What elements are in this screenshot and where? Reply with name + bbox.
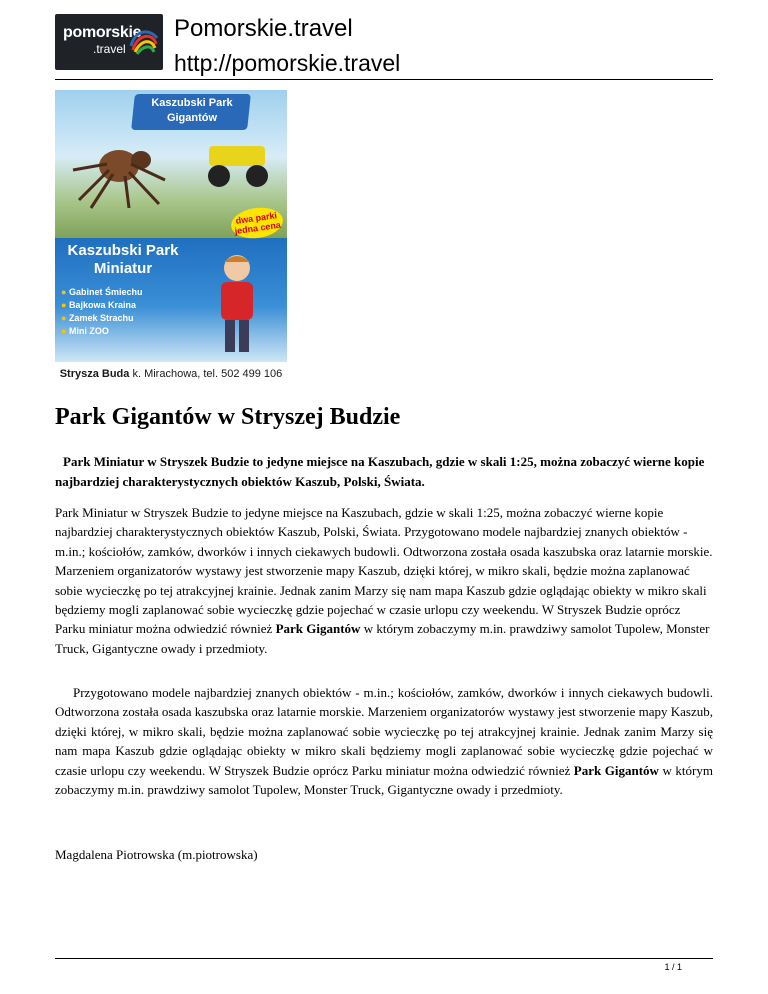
giant-insect-illustration [69,120,169,210]
poster-list-item: ● Zamek Strachu [61,312,142,325]
child-illustration [207,250,267,358]
page-header [55,12,713,80]
paragraph-text: Przygotowano modele najbardziej znanych obiektów - m.in.; kościołów, zamków, dworków i innych ciekawych budowli. Odtworzona została osada kaszubska oraz latarnie morskie. Marzeniem organizatorów wystawy jest stworzenie mapy Kaszub, dzięki której, w mikro skali, będzie można zaplanować sobie wycieczkę po tej atrakcyjnej krainie. Jednak zanim Marzy się nam mapa Kaszub gdzie oglądając obiekty w mikro skali będziemy mogli zaplanować sobie wycieczkę gdzie pojechać w czasie urlopu czy weekendu. W Stryszek Budzie oprócz Parku miniatur można odwiedzić również [55,685,713,778]
paragraph-text: Park Miniatur w Stryszek Budzie to jedyne miejsce na Kaszubach, gdzie w skali 1:25, można zobaczyć wierne kopie najbardziej charakterystycznych obiektów Kaszub, Polski, Świata. Przygotowano modele najbardziej znanych obiektów - m.in.; kościołów, zamków, dworków i innych ciekawych budowli. Odtworzona została osada kaszubska oraz latarnie morskie. Marzeniem organizatorów wystawy jest stworzenie mapy Kaszub, dzięki której, w mikro skali, będzie można zaplanować sobie wycieczkę po tej atrakcyjnej krainie. Jednak zanim Marzy się nam mapa Kaszub gdzie oglądając obiekty w mikro skali będziemy mogli zaplanować sobie wycieczkę gdzie pojechać w czasie urlopu czy weekendu. W Stryszek Budzie oprócz Parku miniatur można odwiedzić również [55,505,713,637]
logo-text-sub: .travel [93,42,126,56]
page-number: 1 / 1 [664,962,682,972]
poster-footer-contact: k. Mirachowa, tel. 502 499 106 [129,368,283,380]
pomorskie-travel-logo[interactable] [55,14,163,70]
logo-text-main: pomorskie [63,24,142,41]
poster-footer-location: Stryszа Buda [59,368,130,380]
article-author: Magdalena Piotrowska (m.piotrowska) [55,847,258,862]
park-gigantow-highlight: Park Gigantów [275,621,361,637]
poster-top-title: Kaszubski Park Gigantów [151,97,233,124]
monster-truck-illustration [199,138,279,188]
swirl-icon [129,30,159,56]
header-divider [55,79,713,80]
site-title: Pomorskie.travel [174,15,353,42]
poster-list-item: ● Mini ZOO [61,325,142,338]
article-lead: Park Miniatur w Stryszek Budzie to jedyne miejsce na Kaszubach, gdzie w skali 1:25, można zobaczyć wierne kopie najbardziej charakterystycznych obiektów Kaszub, Polski, Świata. [55,454,705,489]
poster-promo-badge: dwa parki jedna cena [229,205,285,242]
paragraph-text: w którym zobaczymy m.in. prawdziwy samolot Tupolew, Monster Truck, Gigantyczne owady i przedmioty. [55,621,710,656]
article-body-paragraph-1 [55,503,713,658]
article-body-paragraph-2 [55,683,713,799]
poster-list-item: ● Bajkowa Kraina [61,299,142,312]
poster-bottom-title: Kaszubski Park Miniatur [67,242,179,277]
paragraph-text: w którym zobaczymy m.in. prawdziwy samolot Tupolew, Monster Truck, Gigantyczne owady i przedmioty. [55,762,713,798]
park-poster-image [55,90,287,386]
poster-attractions-list [61,286,142,338]
park-gigantow-highlight: Park Gigantów [573,762,659,778]
footer-divider [55,958,713,959]
poster-contact-footer [55,362,287,386]
article-title: Park Gigantów w Stryszej Budzie [55,404,401,430]
site-url-link[interactable]: http://pomorskie.travel [174,50,401,76]
poster-list-item: ● Gabinet Śmiechu [61,286,142,299]
